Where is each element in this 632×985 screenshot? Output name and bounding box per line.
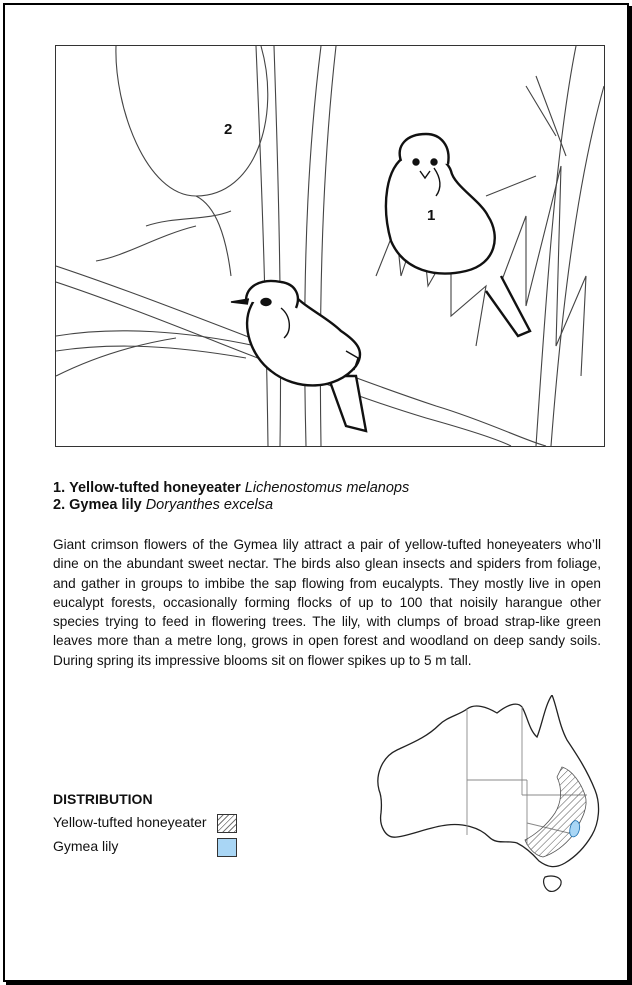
description-paragraph: Giant crimson flowers of the Gymea lily attract a pair of yellow-tufted honeyeaters who’ll dine on the abundant sweet nectar. The birds also glean insects and spiders from foliage, and gather in groups to imbibe the sap flowing from eucalypts. They mostly live in open eucalypt forests, occasionally forming flocks of up to 100 that noisily harangue other species trying to feed in flowering trees. The lily, with clumps of broad strap-like green leaves more than a metre long, grows in open forest and woodland on deep sandy soils. During spring its impressive blooms sit on flower spikes up to 5 m tall. (53, 537, 601, 668)
australia-distribution-map (367, 695, 607, 895)
caption-number: 1. (53, 480, 66, 496)
lily-leaf (274, 46, 281, 446)
lily-leaf (551, 86, 604, 446)
leaf-tips (486, 76, 566, 196)
figure-label-1: 1 (427, 207, 436, 224)
tasmania-outline (544, 876, 562, 891)
branch (56, 331, 256, 346)
legend-label: Yellow-tufted honeyeater (53, 814, 207, 830)
lily-stem (196, 196, 231, 276)
figure-label-2: 2 (224, 121, 233, 138)
bird-1 (386, 134, 530, 336)
legend-title: DISTRIBUTION (53, 791, 153, 807)
caption-number: 2. (53, 497, 66, 513)
distribution-legend (53, 791, 207, 860)
caption-1 (53, 480, 613, 497)
caption-scientific-name: Doryanthes excelsa (145, 497, 274, 513)
page-frame (3, 3, 629, 982)
branch (56, 346, 246, 358)
illustration-panel (55, 45, 605, 447)
blue-swatch (217, 838, 237, 857)
species-captions (53, 480, 613, 514)
branch (56, 338, 176, 376)
caption-2 (53, 497, 613, 514)
legend-item-gymea-lily (53, 836, 207, 860)
caption-scientific-name: Lichenostomus melanops (244, 480, 410, 496)
lily-leaf (256, 46, 268, 446)
hatched-swatch (217, 814, 237, 833)
twig (96, 226, 196, 261)
bird-lily-line-drawing (56, 46, 604, 446)
caption-common-name: Yellow-tufted honeyeater (69, 480, 241, 496)
caption-common-name: Gymea lily (69, 497, 142, 513)
legend-item-honeyeater (53, 812, 207, 836)
lily-flower-outline (116, 46, 268, 196)
spiky-leaves (496, 166, 586, 376)
legend-label: Gymea lily (53, 838, 119, 854)
